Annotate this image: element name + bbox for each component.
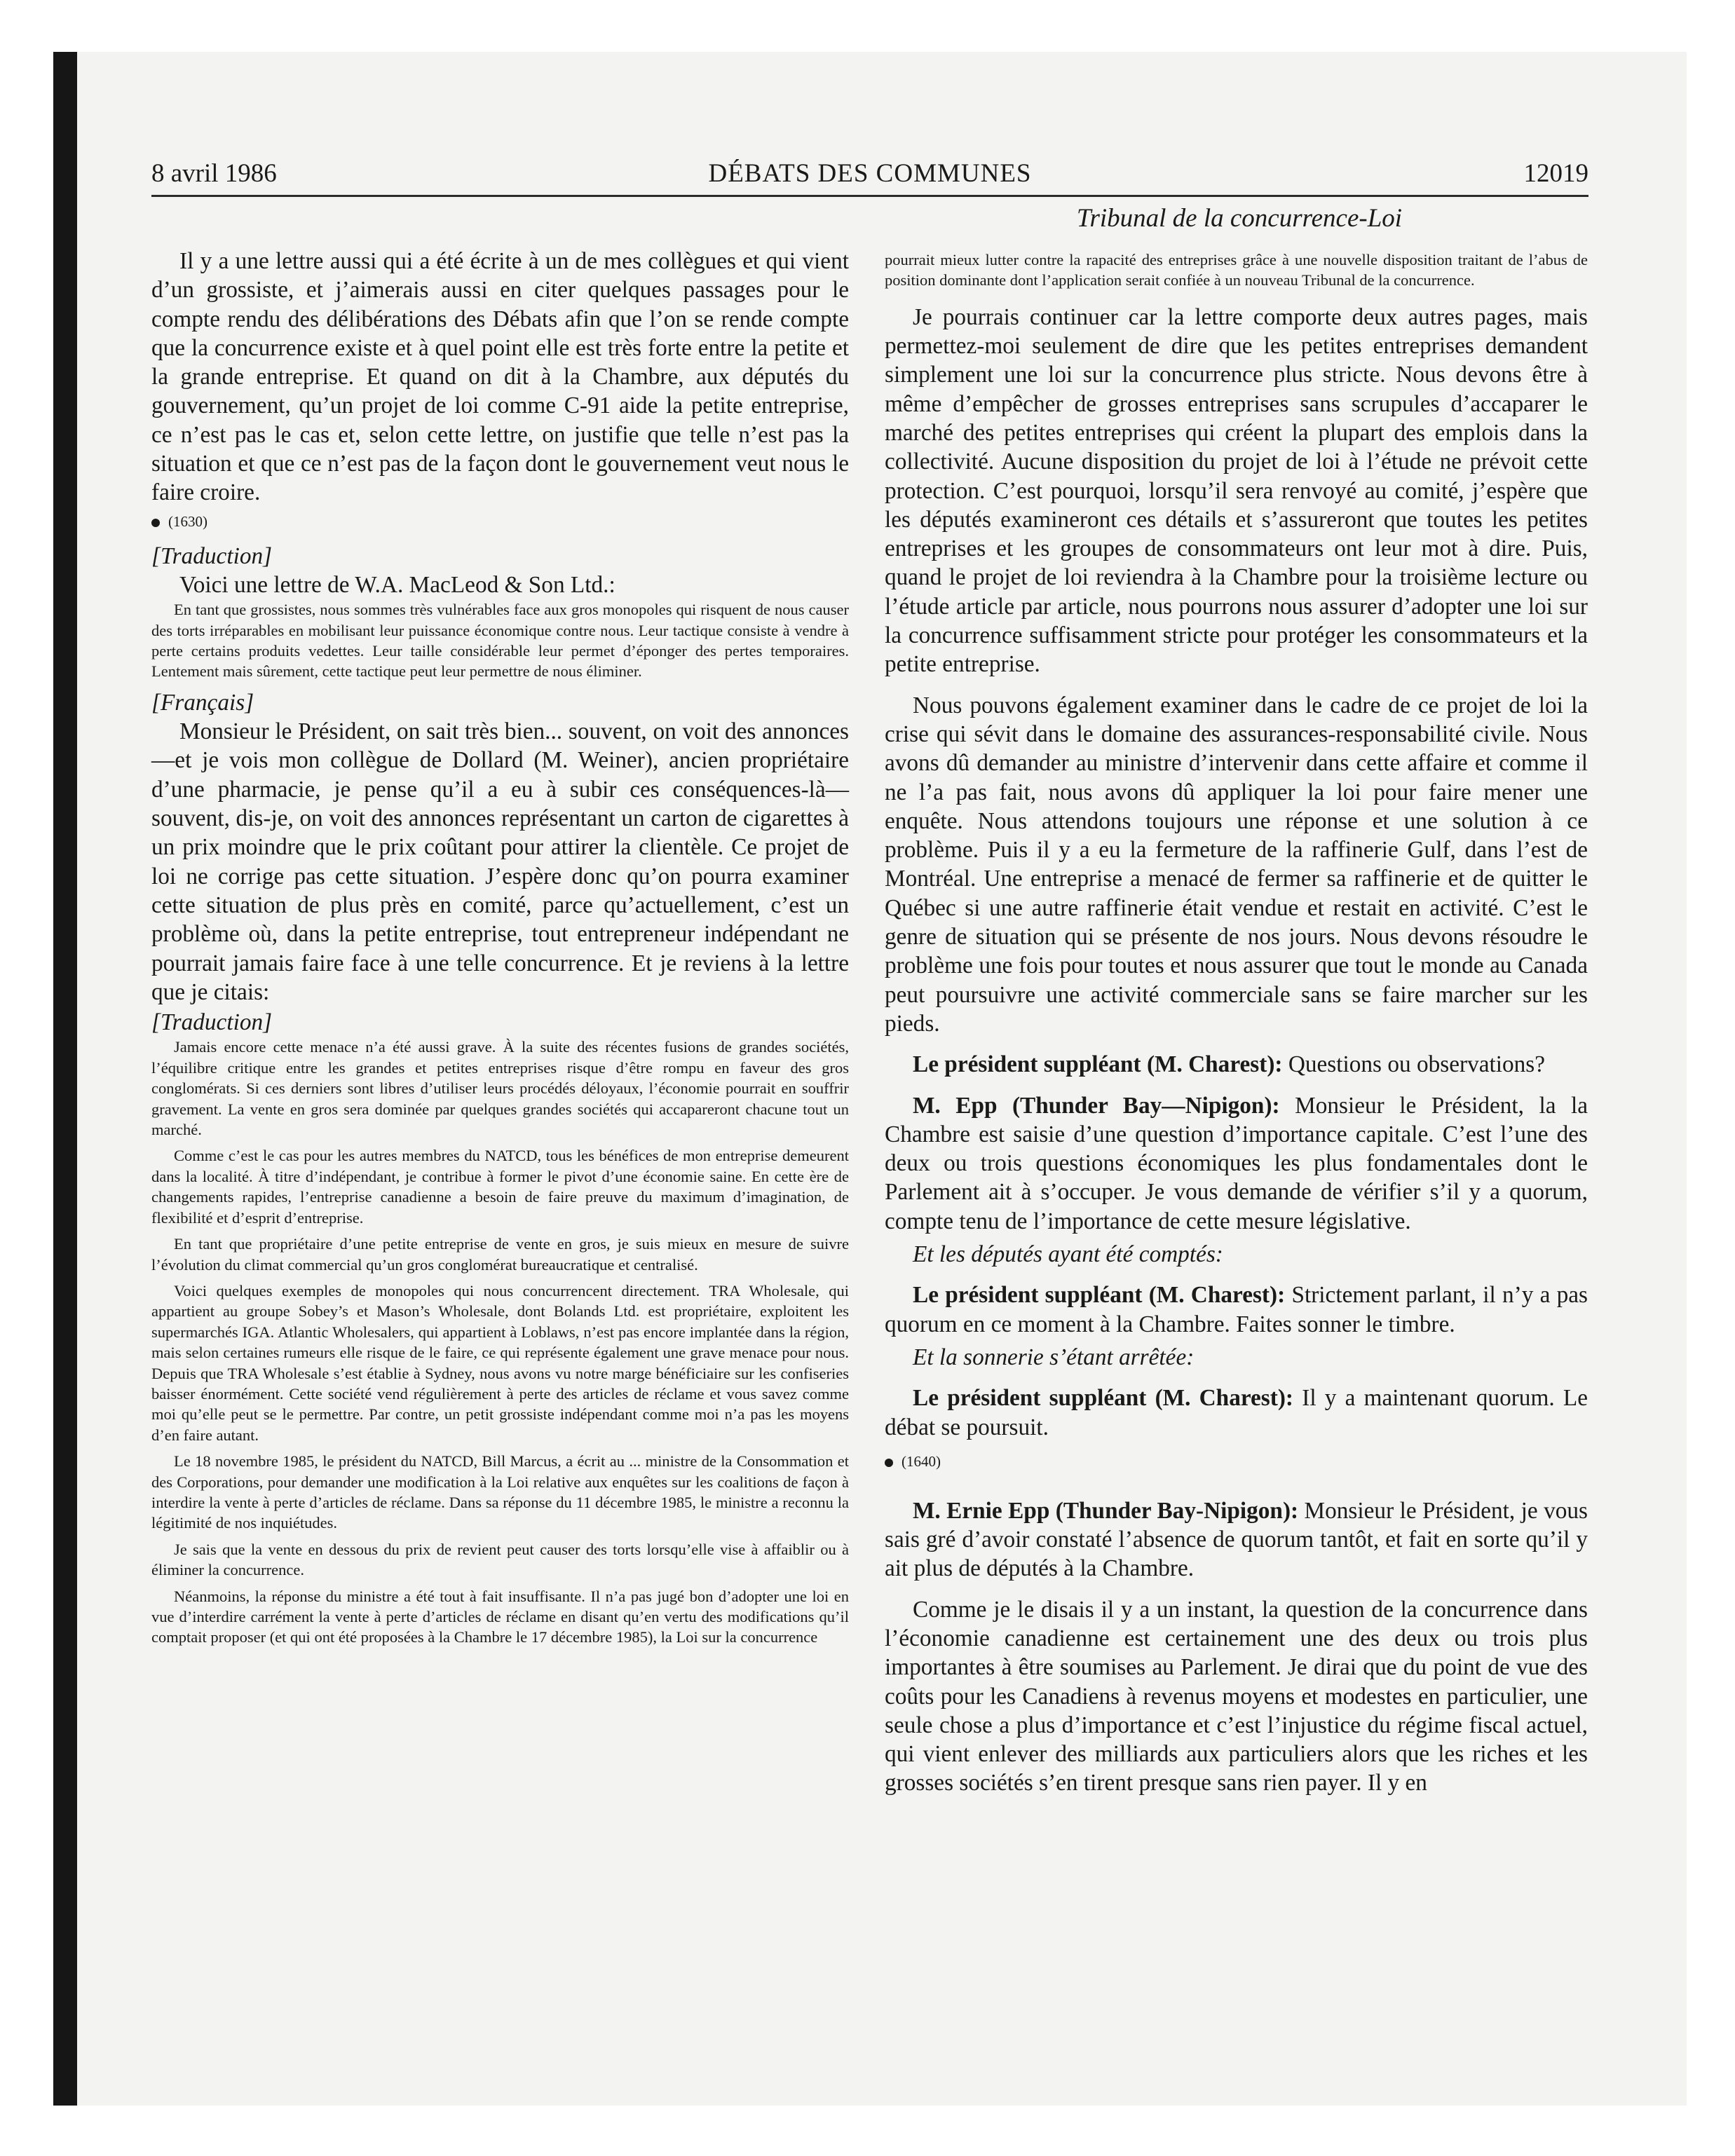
speech-text: Il y a maintenant quorum. Le débat se poursuit.: [885, 1385, 1588, 1440]
time-marker-label: (1630): [168, 512, 207, 530]
paragraph: Il y a une lettre aussi qui a été écrite à un de mes collègues et qui vient d’un grossiste, et j’aimerais aussi en citer quelques passages pour le compte rendu des délibérations des Débats afin que l’on se rende compte que la concurrence existe et à quel point elle est très forte entre la petite et la grande entreprise. Et quand on dit à la Chambre, aux députés du gouvernement, qu’un projet de loi comme C-91 aide la petite entreprise, ce n’est pas le cas et, selon cette lettre, on justifie que telle n’est pas la situation et que ce n’est pas de la façon dont le gouvernement veut nous le faire croire.: [151, 248, 849, 506]
time-marker: [151, 507, 849, 535]
speech: [885, 1496, 1588, 1583]
stage-direction: Et la sonnerie s’étant arrêtée:: [913, 1344, 1195, 1370]
running-head: Tribunal de la concurrence-Loi: [1076, 204, 1403, 233]
header-title: DÉBATS DES COMMUNES: [708, 159, 1032, 188]
speaker-name: Le président suppléant (M. Charest):: [913, 1385, 1294, 1412]
speech: [885, 1281, 1588, 1339]
scan-edge-bar: [53, 52, 77, 2106]
quote-paragraph: Le 18 novembre 1985, le président du NATCD, Bill Marcus, a écrit au ... ministre de la Consommation et des Corporations, pour demander une modification à la Loi relative aux enquêtes sur les coalitions de façon à interdire la vente à perte d’articles de réclame. Dans sa réponse du 11 décembre 1985, le ministre a reconnu la légitimité de nos inquiétudes.: [151, 1452, 849, 1532]
section-label: [Traduction]: [151, 543, 273, 569]
header-page-number: 12019: [1523, 159, 1588, 188]
paragraph: Monsieur le Président, on sait très bien... souvent, on voit des annonces—et je vois mon collègue de Dollard (M. Weiner), ancien propriétaire d’une pharmacie, je pense qu’il a eu à subir ces conséquences-là—souvent, dis-je, on voit des annonces représentant un carton de cigarettes à un prix moindre que le prix coûtant pour attirer la clientèle. Ce projet de loi ne corrige pas cette situation. J’espère donc qu’on pourra examiner cette situation de plus près en comité, parce qu’actuellement, c’est un problème où, dans la petite entreprise, tout entrepreneur indépendant ne pourrait jamais faire face à une telle concurrence. Et je reviens à la lettre que je citais:: [151, 718, 849, 1005]
speech-text: Questions ou observations?: [1288, 1051, 1546, 1078]
bullet-icon: [885, 1459, 893, 1467]
speech: [885, 1050, 1588, 1079]
quote-paragraph: Jamais encore cette menace n’a été aussi grave. À la suite des récentes fusions de grandes sociétés, l’équilibre critique entre les grandes et petites entreprises risque d’être rompu en faveur des gros conglomérats. Si ces derniers sont libres d’utiliser leurs procédés déloyaux, l’économie pourrait en souffrir gravement. La vente en gros sera dominée par quelques grandes sociétés qui accapareront chacune tout un marché.: [151, 1038, 849, 1139]
speaker-name: M. Ernie Epp (Thunder Bay-Nipigon):: [913, 1497, 1299, 1524]
time-marker-label: (1640): [901, 1452, 941, 1470]
speech-text: Monsieur le Président, je vous sais gré d’avoir constaté l’absence de quorum tantôt, et fait en sorte qu’il y ait plus de députés à la Chambre.: [885, 1497, 1588, 1582]
speech: [885, 1384, 1588, 1442]
right-column: [885, 250, 1588, 1798]
speaker-name: M. Epp (Thunder Bay—Nipigon):: [913, 1092, 1280, 1119]
section-label: [Français]: [151, 689, 254, 716]
quote-paragraph: En tant que propriétaire d’une petite entreprise de vente en gros, je suis mieux en mesure de suivre l’évolution du climat commercial qu’un gros conglomérat bureaucratique et centralisé.: [151, 1235, 849, 1274]
quote-paragraph: Comme c’est le cas pour les autres membres du NATCD, tous les bénéfices de mon entreprise demeurent dans la localité. À titre d’indépendant, je contribue à former le pivot d’une économie saine. En cette ère de changements rapides, l’entreprise canadienne a besoin de faire preuve du maximum d’imagination, de flexibilité et d’esprit d’entreprise.: [151, 1147, 849, 1227]
paragraph: Voici une lettre de W.A. MacLeod & Son Ltd.:: [179, 571, 615, 598]
page-header: [151, 156, 1588, 197]
quote-paragraph: Voici quelques exemples de monopoles qui nous concurrencent directement. TRA Wholesale, qui appartient au groupe Sobey’s et Mason’s Wholesale, dont Bolands Ltd. est propriétaire, exploitent les supermarchés IGA. Atlantic Wholesalers, qui appartient à Loblaws, n’est pas encore implantée dans la région, mais selon certaines rumeurs elle risque de le faire, ce qui représente également une grave menace pour nous. Depuis que TRA Wholesale s’est établie à Sydney, nous avons vu notre marge bénéficiaire sur les confiseries baisser énormément. Cette société vend régulièrement à perte des articles de réclame et vous savez comme moi qu’elle peut se le permettre. Par contre, un petit grossiste indépendant comme moi n’a pas les moyens d’en faire autant.: [151, 1281, 849, 1444]
quote-paragraph: Je sais que la vente en dessous du prix de revient peut causer des torts lorsqu’elle vise à affaiblir ou à éliminer la concurrence.: [151, 1540, 849, 1579]
quote-paragraph: En tant que grossistes, nous sommes très vulnérables face aux gros monopoles qui risquent de nous causer des torts irréparables en mobilisant leur puissance économique contre nous. Leur tactique consiste à vendre à perte certains produits vedettes. Leur taille considérable leur permet d’éponger des pertes temporaires. Lentement mais sûrement, cette tactique peut leur permettre de nous éliminer.: [151, 601, 849, 681]
stage-direction: Et les députés ayant été comptés:: [913, 1241, 1223, 1268]
paragraph: Nous pouvons également examiner dans le cadre de ce projet de loi la crise qui sévit dans le domaine des assurances-responsabilité civile. Nous avons dû demander au ministre d’intervenir dans cette affaire et comme il ne l’a pas fait, nous avons dû appliquer la loi pour faire mener une enquête. Nous attendons toujours une réponse et une solution à ce problème. Puis il y a eu la fermeture de la raffinerie Gulf, dans l’est de Montréal. Une entreprise a menacé de fermer sa raffinerie et de quitter le Québec si une autre raffinerie était vendue et restait en activité. C’est le genre de situation qui se présente de nos jours. Nous devons résoudre le problème une fois pour toutes et nous assurer que tout le monde au Canada peut poursuivre une activité commerciale sans se faire marcher sur les pieds.: [885, 692, 1588, 1037]
speaker-name: Le président suppléant (M. Charest):: [913, 1051, 1283, 1078]
quote-paragraph: Néanmoins, la réponse du ministre a été tout à fait insuffisante. Il n’a pas jugé bon d’adopter une loi en vue d’interdire carrément la vente à perte d’articles de réclame en disant qu’en vertu des modifications qu’il comptait proposer (et qui ont été proposées à la Chambre le 17 décembre 1985), la Loi sur la concurrence: [151, 1587, 849, 1646]
speaker-name: Le président suppléant (M. Charest):: [913, 1282, 1286, 1309]
paragraph: Je pourrais continuer car la lettre comporte deux autres pages, mais permettez-moi seulement de dire que les petites entreprises demandent simplement une loi sur la concurrence plus stricte. Nous devons être à même d’empêcher de grosses entreprises sans scrupules d’accaparer le marché des petites entreprises qui créent la plupart des emplois dans la collectivité. Aucune disposition du projet de loi à l’étude ne prévoit cette protection. C’est pourquoi, lorsqu’il sera renvoyé au comité, j’espère que les députés examineront ces détails et s’assureront que toutes les petites entreprises et les groupes de consommateurs ont leur mot à dire. Puis, quand le projet de loi reviendra à la Chambre pour la troisième lecture ou l’étude article par article, nous pourrons nous assurer d’adopter une loi sur la concurrence suffisamment stricte pour protéger les consommateurs et la petite entreprise.: [885, 303, 1588, 678]
section-label: [Traduction]: [151, 1009, 273, 1036]
header-date: 8 avril 1986: [151, 159, 277, 188]
speech-text: Monsieur le Président, la la Chambre est saisie d’une question d’importance capitale. C’est l’une des deux ou trois questions économiques les plus fondamentales dont le Parlement ait à s’occuper. Je vous demande de vérifier s’il y a quorum, compte tenu de l’importance de cette mesure législative.: [885, 1092, 1588, 1234]
bullet-icon: [151, 519, 160, 527]
time-marker: [885, 1447, 1588, 1475]
quote-paragraph: pourrait mieux lutter contre la rapacité des entreprises grâce à une nouvelle disposition traitant de l’abus de position dominante dont l’application serait confiée à un nouveau Tribunal de la concurrence.: [885, 251, 1588, 289]
speech: [885, 1091, 1588, 1236]
left-column: [151, 247, 849, 1648]
paragraph: Comme je le disais il y a un instant, la question de la concurrence dans l’économie canadienne est certainement une des deux ou trois plus importantes à être soumises au Parlement. Je dirai que du point de vue des coûts pour les Canadiens à revenus moyens et modestes en particulier, une seule chose a plus d’importance et c’est l’injustice du régime fiscal actuel, qui vient enlever des milliards aux particuliers alors que les riches et les grosses sociétés s’en tirent presque sans rien payer. Il y en: [885, 1596, 1588, 1796]
speech-text: Strictement parlant, il n’y a pas quorum en ce moment à la Chambre. Faites sonner le timbre.: [885, 1282, 1588, 1337]
